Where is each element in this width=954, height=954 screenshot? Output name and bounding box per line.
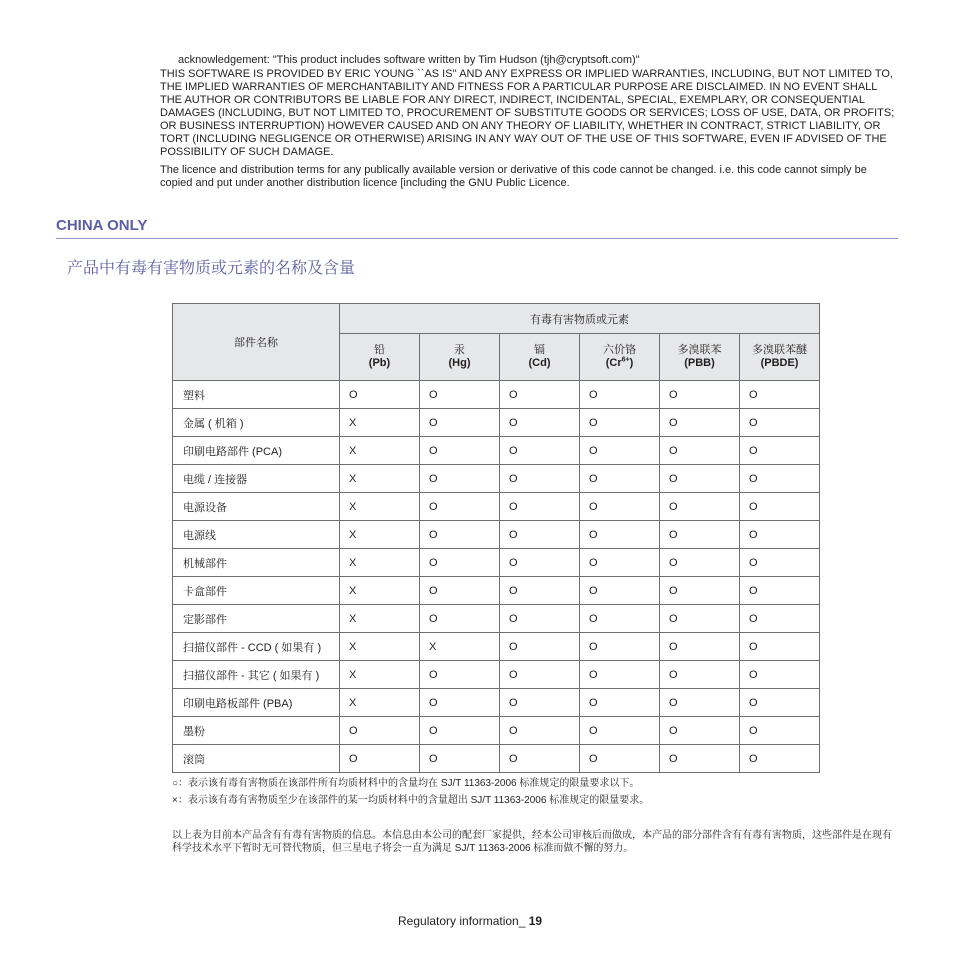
substance-name: 六价铬 (603, 344, 636, 356)
substance-value-cell: O (580, 689, 660, 717)
substance-name: 多溴联苯醚 (752, 344, 808, 356)
substance-value-cell: O (740, 549, 820, 577)
substance-value-cell: X (340, 549, 420, 577)
substance-value-cell: X (340, 633, 420, 661)
substance-value-cell: X (340, 577, 420, 605)
part-name-cell: 塑料 (173, 381, 340, 409)
substance-value-cell: O (580, 381, 660, 409)
hazardous-substances-table (172, 303, 820, 773)
table-row (173, 381, 820, 409)
page-number: 19 (528, 914, 543, 928)
substance-value-cell: X (340, 437, 420, 465)
legend-o-note: ○：表示该有毒有害物质在该部件所有均质材料中的含量均在 SJ/T 11363-2006 标准规定的限量要求以下。 (172, 778, 640, 789)
part-name-header: 部件名称 (173, 304, 340, 381)
part-name-cell: 金属 ( 机箱 ) (173, 409, 340, 437)
substance-value-cell: O (660, 717, 740, 745)
section-divider (56, 238, 898, 239)
substance-symbol (580, 357, 659, 370)
substance-value-cell: O (660, 549, 740, 577)
symbol-suffix: ) (629, 357, 634, 369)
substance-header-pbde (740, 334, 820, 381)
substance-value-cell: O (660, 381, 740, 409)
substance-value-cell: O (740, 661, 820, 689)
part-name-cell: 滚筒 (173, 745, 340, 773)
substance-value-cell: O (660, 577, 740, 605)
table-row (173, 437, 820, 465)
table-row (173, 745, 820, 773)
substance-value-cell: O (740, 493, 820, 521)
substance-symbol: (PBB) (684, 357, 715, 369)
substance-value-cell: O (420, 549, 500, 577)
substance-value-cell: O (500, 521, 580, 549)
substance-value-cell: O (340, 745, 420, 773)
substance-header-cr6 (580, 334, 660, 381)
part-name-cell: 卡盒部件 (173, 577, 340, 605)
substance-value-cell: O (420, 577, 500, 605)
acknowledgement-text: acknowledgement: "This product includes software written by Tim Hudson (tjh@cryptsoft.com)" (178, 54, 640, 66)
footer-label: Regulatory information_ (398, 914, 529, 928)
table-row (173, 633, 820, 661)
substance-value-cell: O (580, 549, 660, 577)
substance-value-cell: O (500, 661, 580, 689)
substance-value-cell: O (500, 633, 580, 661)
substance-value-cell: O (740, 605, 820, 633)
substance-value-cell: O (740, 465, 820, 493)
page-footer (398, 914, 542, 928)
substance-value-cell: O (580, 493, 660, 521)
substance-value-cell: O (740, 437, 820, 465)
section-subtitle: 产品中有毒有害物质或元素的名称及含量 (67, 258, 356, 277)
substance-value-cell: O (660, 745, 740, 773)
substance-value-cell: O (740, 577, 820, 605)
substance-value-cell: O (500, 493, 580, 521)
substance-header-pbb (660, 334, 740, 381)
part-name-cell: 扫描仪部件 - CCD ( 如果有 ) (173, 633, 340, 661)
substance-value-cell: O (740, 717, 820, 745)
substance-value-cell: O (500, 437, 580, 465)
substance-value-cell: O (580, 633, 660, 661)
substance-value-cell: O (420, 521, 500, 549)
substance-value-cell: O (740, 689, 820, 717)
section-title: CHINA ONLY (56, 217, 148, 234)
table-row (173, 521, 820, 549)
substance-value-cell: O (580, 745, 660, 773)
substance-value-cell: O (580, 409, 660, 437)
symbol-prefix: (Cr (605, 357, 622, 369)
table-row (173, 605, 820, 633)
licence-terms: The licence and distribution terms for any publically available version or derivative of this code cannot be changed. i.e. this code cannot simply be copied and put under another distribution licence [including the GNU Public Licence. (160, 164, 867, 189)
substance-value-cell: O (740, 409, 820, 437)
substance-value-cell: X (340, 661, 420, 689)
table-row (173, 493, 820, 521)
substance-value-cell: O (580, 465, 660, 493)
substance-value-cell: O (660, 633, 740, 661)
substance-value-cell: O (420, 661, 500, 689)
substance-value-cell: O (420, 437, 500, 465)
part-name-cell: 电缆 / 连接器 (173, 465, 340, 493)
substance-name: 汞 (454, 344, 465, 356)
substance-value-cell: O (420, 381, 500, 409)
substance-value-cell: X (420, 633, 500, 661)
substance-value-cell: O (500, 605, 580, 633)
substance-value-cell: O (660, 409, 740, 437)
substance-value-cell: O (740, 745, 820, 773)
substance-value-cell: O (580, 717, 660, 745)
substance-value-cell: O (580, 605, 660, 633)
substance-value-cell: O (660, 661, 740, 689)
substance-value-cell: O (500, 549, 580, 577)
table-row (173, 549, 820, 577)
substance-value-cell: O (660, 521, 740, 549)
substance-value-cell: X (340, 605, 420, 633)
substance-name: 铅 (374, 344, 385, 356)
substance-value-cell: O (500, 465, 580, 493)
substance-name: 镉 (534, 344, 545, 356)
part-name-cell: 印刷电路板部件 (PBA) (173, 689, 340, 717)
substance-symbol: (Pb) (368, 357, 391, 369)
substance-header-hg (420, 334, 500, 381)
substance-value-cell: O (580, 521, 660, 549)
substance-value-cell: O (500, 577, 580, 605)
substance-value-cell: O (500, 717, 580, 745)
part-name-cell: 印刷电路部件 (PCA) (173, 437, 340, 465)
substance-value-cell: O (660, 465, 740, 493)
substance-value-cell: O (580, 661, 660, 689)
substance-value-cell: O (420, 465, 500, 493)
substance-value-cell: X (340, 465, 420, 493)
substance-value-cell: O (740, 521, 820, 549)
substance-value-cell: O (500, 409, 580, 437)
legend-x-note: ×：表示该有毒有害物质至少在该部件的某一均质材料中的含量超出 SJ/T 11363-2006 标准规定的限量要求。 (172, 795, 650, 806)
substance-value-cell: O (420, 605, 500, 633)
symbol-superscript: 6+ (621, 356, 630, 364)
substance-value-cell: O (420, 493, 500, 521)
substances-group-header: 有毒有害物质或元素 (340, 304, 820, 334)
substance-value-cell: O (660, 437, 740, 465)
substance-symbol: (PBDE) (760, 357, 799, 369)
substance-value-cell: O (420, 745, 500, 773)
substance-value-cell: O (340, 381, 420, 409)
table-row (173, 577, 820, 605)
substance-value-cell: O (580, 437, 660, 465)
part-name-cell: 墨粉 (173, 717, 340, 745)
substance-value-cell: O (660, 493, 740, 521)
part-name-cell: 电源线 (173, 521, 340, 549)
table-row (173, 717, 820, 745)
substance-value-cell: X (340, 521, 420, 549)
substance-value-cell: O (500, 689, 580, 717)
substance-value-cell: X (340, 493, 420, 521)
substance-value-cell: O (500, 745, 580, 773)
substance-value-cell: O (740, 381, 820, 409)
table-row (173, 409, 820, 437)
part-name-cell: 机械部件 (173, 549, 340, 577)
table-row (173, 661, 820, 689)
substance-name: 多溴联苯 (677, 344, 722, 356)
part-name-cell: 扫描仪部件 - 其它 ( 如果有 ) (173, 661, 340, 689)
substance-symbol: (Hg) (448, 357, 471, 369)
substance-value-cell: O (340, 717, 420, 745)
warranty-disclaimer: THIS SOFTWARE IS PROVIDED BY ERIC YOUNG ``AS IS'' AND ANY EXPRESS OR IMPLIED WARRANTIES, INCLUDING, BUT NOT LIMITED TO, THE IMPLIED WARRANTIES OF MERCHANTABILITY AND FITNESS FOR A PARTICULAR PURPOSE ARE DISCLAIMED. IN NO EVENT SHALL THE AUTHOR OR CONTRIBUTORS BE LIABLE FOR ANY DIRECT, INDIRECT, INCIDENTAL, SPECIAL, EXEMPLARY, OR CONSEQUENTIAL DAMAGES (INCLUDING, BUT NOT LIMITED TO, PROCUREMENT OF SUBSTITUTE GOODS OR SERVICES; LOSS OF USE, DATA, OR PROFITS; OR BUSINESS INTERRUPTION) HOWEVER CAUSED AND ON ANY THEORY OF LIABILITY, WHETHER IN CONTRACT, STRICT LIABILITY, OR TORT (INCLUDING NEGLIGENCE OR OTHERWISE) ARISING IN ANY WAY OUT OF THE USE OF THIS SOFTWARE, EVEN IF ADVISED OF THE POSSIBILITY OF SUCH DAMAGE. (160, 68, 895, 158)
substance-value-cell: O (420, 409, 500, 437)
substance-value-cell: O (660, 605, 740, 633)
substance-header-cd (500, 334, 580, 381)
substance-value-cell: O (500, 381, 580, 409)
substance-value-cell: O (580, 577, 660, 605)
substance-value-cell: O (660, 689, 740, 717)
compliance-paragraph: 以上表为目前本产品含有有毒有害物质的信息。本信息由本公司的配套厂家提供，经本公司审核后而做成，本产品的部分部件含有有毒有害物质，这些部件是在现有科学技术水平下暂时无可替代物质，但三星电子将会一直为满足 SJ/T 11363-2006 标准而做不懈的努力。 (172, 830, 892, 854)
table-body (173, 381, 820, 773)
part-name-cell: 定影部件 (173, 605, 340, 633)
substance-header-pb (340, 334, 420, 381)
substance-symbol: (Cd) (528, 357, 551, 369)
table-row (173, 465, 820, 493)
substance-value-cell: O (420, 717, 500, 745)
substance-value-cell: X (340, 689, 420, 717)
substance-value-cell: X (340, 409, 420, 437)
substance-value-cell: O (420, 689, 500, 717)
substance-value-cell: O (740, 633, 820, 661)
part-name-cell: 电源设备 (173, 493, 340, 521)
table-row (173, 689, 820, 717)
